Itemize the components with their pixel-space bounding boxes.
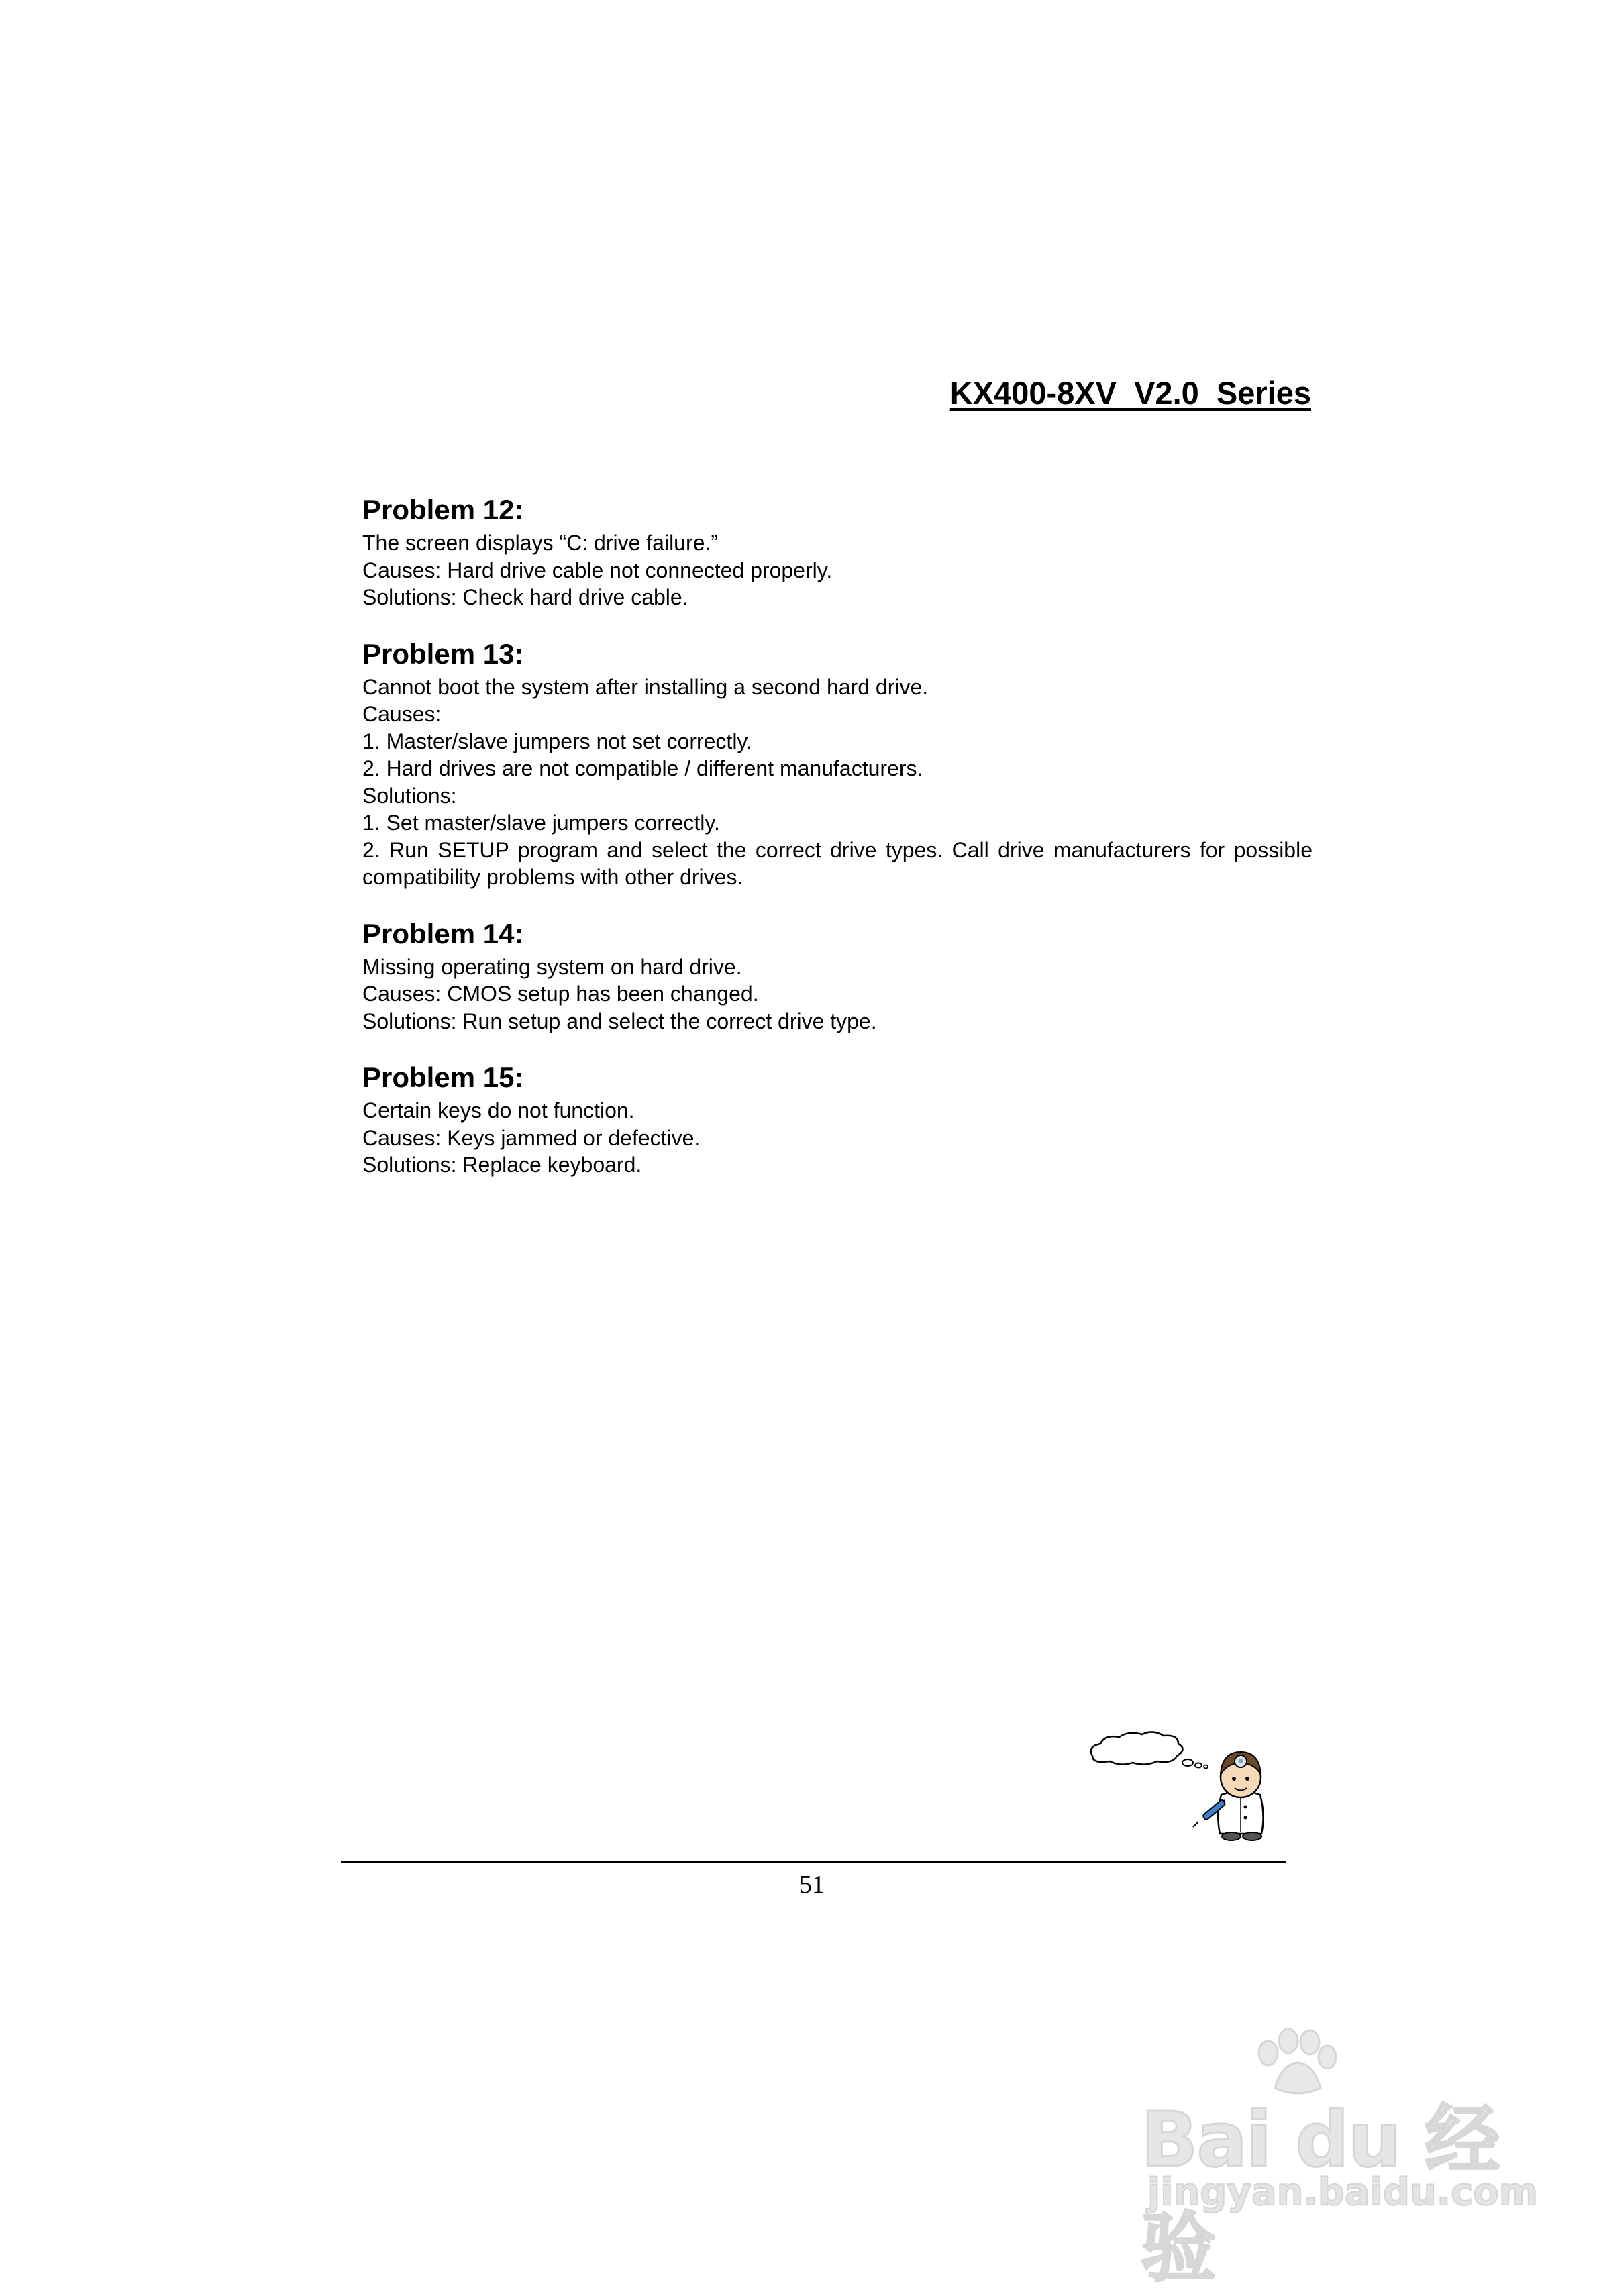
problem-line: Solutions: (362, 783, 457, 808)
troubleshooting-content (362, 493, 1312, 1205)
problem-line: Cannot boot the system after installing a second hard drive. (362, 674, 929, 699)
problem-line: Solutions: Check hard drive cable. (362, 585, 688, 609)
problem-title: Problem 14: (362, 917, 524, 949)
watermark-brand: Bai du 经验 (1141, 2097, 1499, 2292)
problem-line: 1. Set master/slave jumpers correctly. (362, 811, 720, 835)
series-title: KX400-8XV V2.0 Series (949, 375, 1311, 411)
problem-line: 2. Hard drives are not compatible / different manufacturers. (362, 756, 923, 780)
baidu-watermark (1127, 2026, 1543, 2292)
problem-line: Missing operating system on hard drive. (362, 954, 742, 979)
problem-line: Causes: Hard drive cable not connected properly. (362, 558, 833, 582)
problem-line: Certain keys do not function. (362, 1098, 635, 1123)
problem-title: Problem 12: (362, 494, 524, 525)
problem-14 (362, 917, 1312, 1035)
problem-line: Solutions: Run setup and select the correct drive type. (362, 1008, 877, 1033)
problem-12 (362, 493, 1312, 611)
problem-line: Solutions: Replace keyboard. (362, 1153, 642, 1177)
problem-line: Causes: (362, 702, 442, 726)
problem-13 (362, 637, 1312, 891)
watermark-url: jingyan.baidu.com (1147, 2171, 1539, 2214)
problem-line: Causes: CMOS setup has been changed. (362, 982, 759, 1006)
problem-line: The screen displays “C: drive failure.” (362, 531, 718, 555)
problem-line: 2. Run SETUP program and select the correct drive types. Call drive manufacturers for possible compatibility problems with other drives. (362, 837, 1312, 889)
problem-15 (362, 1061, 1312, 1179)
footer-divider (341, 1861, 1286, 1863)
problem-line: Causes: Keys jammed or defective. (362, 1125, 701, 1150)
doctor-cartoon-icon (1087, 1728, 1288, 1842)
page-number: 51 (799, 1871, 825, 1899)
problem-title: Problem 15: (362, 1061, 524, 1093)
problem-title: Problem 13: (362, 637, 524, 670)
problem-line: 1. Master/slave jumpers not set correctly. (362, 729, 752, 753)
